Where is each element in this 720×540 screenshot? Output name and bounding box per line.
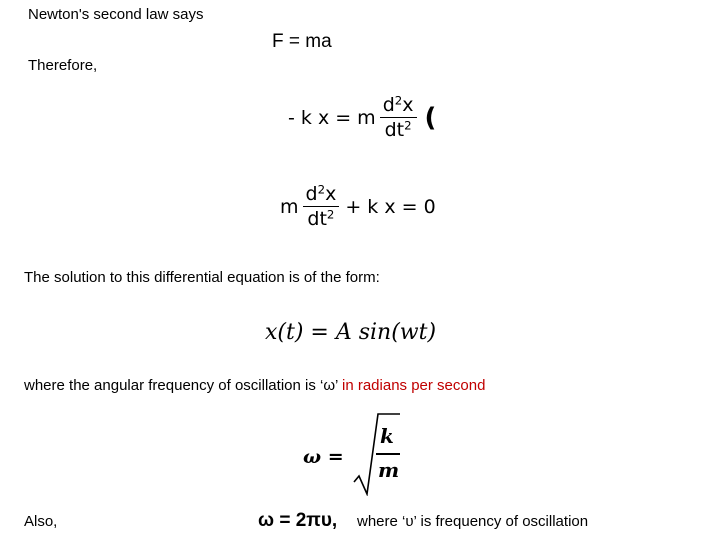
- eq2-den-d: dt: [307, 208, 327, 230]
- therefore-text: Therefore,: [28, 57, 98, 74]
- omega-denominator: m: [378, 458, 400, 482]
- eq1-num-sup: 2: [394, 93, 403, 108]
- intro-text: Newton's second law says: [28, 6, 204, 23]
- eq2-num-sup: 2: [317, 182, 326, 197]
- eq2-den-sup: 2: [326, 207, 335, 222]
- eq1-den-d: dt: [384, 119, 405, 141]
- eq2-num-var: x: [325, 183, 337, 205]
- omega-frequency-relation: ω = 2πυ,: [258, 510, 338, 531]
- angular-frequency-units: in radians per second: [342, 377, 486, 394]
- eq2-lead: m: [280, 195, 299, 218]
- newton-law-equation: F = ma: [272, 31, 332, 52]
- solution-equation: x(t) = A sin(wt): [265, 320, 437, 345]
- angular-frequency-text: [24, 377, 485, 394]
- eq2-fraction: [303, 183, 340, 230]
- angular-frequency-desc: where the angular frequency of oscillation is ‘ω’: [24, 377, 338, 394]
- eq2-rest: + k x = 0: [345, 195, 436, 218]
- frequency-text: where ‘υ’ is frequency of oscillation: [357, 513, 589, 530]
- eq1-trail: (: [424, 102, 437, 133]
- eq1-fraction: [380, 94, 417, 141]
- omega-numerator: k: [380, 424, 394, 448]
- also-text: Also,: [24, 513, 58, 530]
- eq1-den-sup: 2: [404, 118, 412, 133]
- omega-fraction-bar: [376, 453, 400, 455]
- eq2-num-d: d: [305, 183, 318, 205]
- omega-lhs: ω =: [303, 446, 344, 468]
- eq1-num-d: d: [382, 94, 395, 116]
- equation-differential: [280, 183, 436, 230]
- equation-force-balance: [288, 94, 436, 141]
- eq1-lhs: - k x = m: [288, 106, 376, 129]
- eq1-num-var: x: [402, 94, 414, 116]
- solution-text: The solution to this differential equation is of the form:: [24, 269, 380, 286]
